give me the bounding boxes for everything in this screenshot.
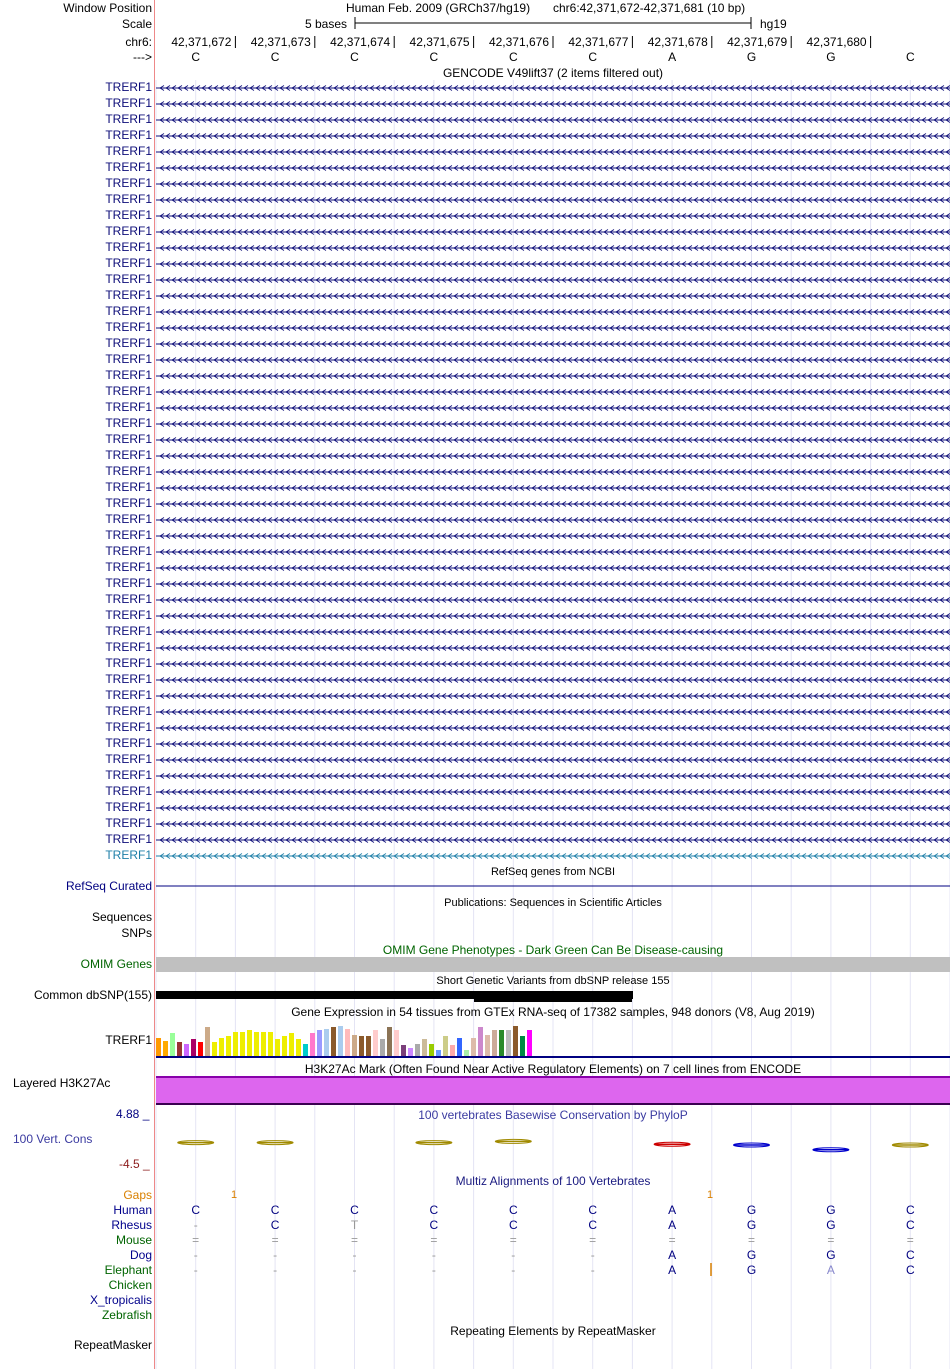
refseq-track-title: RefSeq genes from NCBI xyxy=(490,866,616,878)
h3k27ac-track-title: H3K27Ac Mark (Often Found Near Active Regulatory Elements) on 7 cell lines from ENCODE xyxy=(304,1062,802,1076)
gtex-tissue-bar xyxy=(219,1038,224,1056)
gencode-gene-label[interactable]: TRERF1 xyxy=(105,736,152,750)
dbsnp-label[interactable]: Common dbSNP(155) xyxy=(33,988,152,1002)
strand-label[interactable]: ---> xyxy=(133,50,152,64)
gencode-gene-label[interactable]: TRERF1 xyxy=(105,592,152,606)
alignment-base: A xyxy=(668,1203,677,1217)
ruler-base: G xyxy=(826,50,836,64)
gaps-label: Gaps xyxy=(123,1188,152,1202)
gencode-gene-label[interactable]: TRERF1 xyxy=(105,496,152,510)
alignment-base: C xyxy=(429,1218,439,1232)
gtex-tissue-bar xyxy=(443,1036,448,1056)
multiz-track-title: Multiz Alignments of 100 Vertebrates xyxy=(455,1174,651,1188)
gtex-tissue-bar xyxy=(415,1044,420,1056)
cons-label[interactable]: 100 Vert. Cons xyxy=(13,1132,93,1146)
gtex-tissue-bar xyxy=(275,1039,280,1056)
gencode-gene-label[interactable]: TRERF1 xyxy=(105,608,152,622)
gencode-gene-label[interactable]: TRERF1 xyxy=(105,512,152,526)
h3k27ac-label[interactable]: Layered H3K27Ac xyxy=(13,1076,111,1090)
refseq-label[interactable]: RefSeq Curated xyxy=(65,879,152,893)
dbsnp-variant-bar xyxy=(474,999,632,1002)
omim-track-title: OMIM Gene Phenotypes - Dark Green Can Be Disease-causing xyxy=(382,943,724,957)
alignment-base: - xyxy=(193,1218,198,1232)
ruler-base: C xyxy=(429,50,439,64)
gtex-tissue-bar xyxy=(177,1042,182,1056)
gtex-label[interactable]: TRERF1 xyxy=(105,1033,152,1047)
repeatmasker-label[interactable]: RepeatMasker xyxy=(73,1338,152,1352)
alignment-base: = xyxy=(906,1233,914,1247)
gencode-gene-label[interactable]: TRERF1 xyxy=(105,112,152,126)
gtex-tissue-bar xyxy=(527,1030,532,1056)
alignment-base: = xyxy=(430,1233,438,1247)
alignment-base: - xyxy=(590,1263,595,1277)
gtex-tissue-bar xyxy=(464,1050,469,1056)
scale-label: Scale xyxy=(121,17,152,31)
alignment-base: G xyxy=(826,1248,836,1262)
gtex-tissue-bar xyxy=(331,1027,336,1056)
gtex-tissue-bar xyxy=(485,1035,490,1056)
species-label[interactable]: Human xyxy=(113,1203,152,1217)
gtex-tissue-bar xyxy=(345,1029,350,1056)
gap-mark: 1 xyxy=(231,1189,238,1201)
gtex-tissue-bar xyxy=(478,1027,483,1056)
gencode-gene-label[interactable]: TRERF1 xyxy=(105,464,152,478)
omim-bar xyxy=(156,957,950,972)
gtex-track-title: Gene Expression in 54 tissues from GTEx RNA-seq of 17382 samples, 948 donors (V8, Aug 2019) xyxy=(291,1005,815,1019)
gencode-gene-label[interactable]: TRERF1 xyxy=(105,672,152,686)
gtex-tissue-bar xyxy=(359,1036,364,1056)
alignment-base: = xyxy=(192,1233,200,1247)
alignment-base: C xyxy=(508,1203,518,1217)
gencode-gene-label[interactable]: TRERF1 xyxy=(105,480,152,494)
alignment-base: A xyxy=(668,1218,677,1232)
species-label[interactable]: Mouse xyxy=(115,1233,152,1247)
gtex-tissue-bar xyxy=(457,1038,462,1056)
gtex-tissue-bar xyxy=(429,1044,434,1056)
ruler-position: 42,371,680 xyxy=(806,35,867,49)
gencode-gene-label[interactable]: TRERF1 xyxy=(105,400,152,414)
dbsnp-variant-bar xyxy=(156,991,633,999)
gtex-tissue-bar xyxy=(170,1033,175,1056)
db-name: hg19 xyxy=(760,17,787,31)
gtex-tissue-bar xyxy=(394,1030,399,1056)
gencode-gene-label[interactable]: TRERF1 xyxy=(105,704,152,718)
alignment-base: G xyxy=(826,1203,836,1217)
alignment-base: C xyxy=(905,1203,915,1217)
snps-label[interactable]: SNPs xyxy=(121,926,152,940)
gtex-tissue-bar xyxy=(352,1035,357,1056)
alignment-base: C xyxy=(508,1218,518,1232)
alignment-base: C xyxy=(350,1203,359,1217)
omim-label[interactable]: OMIM Genes xyxy=(80,957,152,971)
gencode-gene-label[interactable]: TRERF1 xyxy=(105,128,152,142)
alignment-base: G xyxy=(746,1248,757,1262)
alignment-base: C xyxy=(905,1263,915,1277)
species-label[interactable]: Rhesus xyxy=(111,1218,152,1232)
alignment-base: = xyxy=(589,1233,597,1247)
ruler-base: C xyxy=(588,50,598,64)
gtex-tissue-bar xyxy=(450,1045,455,1056)
ruler-base: C xyxy=(191,50,201,64)
gencode-gene-label[interactable]: TRERF1 xyxy=(105,352,152,366)
gencode-gene-label[interactable]: TRERF1 xyxy=(105,624,152,638)
gencode-track-title: GENCODE V49lift37 (2 items filtered out) xyxy=(442,66,664,80)
gtex-tissue-bar xyxy=(289,1033,294,1056)
gencode-gene-label[interactable]: TRERF1 xyxy=(105,336,152,350)
gencode-gene-label[interactable]: TRERF1 xyxy=(105,544,152,558)
gtex-tissue-bar xyxy=(233,1032,238,1056)
gtex-tissue-bar xyxy=(212,1042,217,1056)
gtex-tissue-bar xyxy=(401,1045,406,1056)
alignment-base: C xyxy=(588,1203,598,1217)
alignment-base: - xyxy=(193,1263,198,1277)
gtex-tissue-bar xyxy=(191,1039,196,1056)
dbsnp-track-title: Short Genetic Variants from dbSNP release 155 xyxy=(436,975,670,987)
ruler-base: A xyxy=(668,50,677,64)
gtex-tissue-bar xyxy=(373,1030,378,1056)
alignment-base: - xyxy=(511,1263,516,1277)
gencode-gene-label[interactable]: TRERF1 xyxy=(105,720,152,734)
assembly-name: Human Feb. 2009 (GRCh37/hg19) xyxy=(346,1,531,15)
gtex-tissue-bar xyxy=(317,1030,322,1056)
gencode-gene-label[interactable]: TRERF1 xyxy=(105,816,152,830)
h3k27ac-signal xyxy=(156,1077,950,1104)
gencode-gene-label[interactable]: TRERF1 xyxy=(105,528,152,542)
ruler-base: C xyxy=(350,50,359,64)
gencode-gene-label[interactable]: TRERF1 xyxy=(105,576,152,590)
alignment-base: - xyxy=(511,1248,516,1262)
alignment-base: = xyxy=(271,1233,279,1247)
ruler-position: 42,371,673 xyxy=(250,35,311,49)
gencode-gene-label[interactable]: TRERF1 xyxy=(105,832,152,846)
ruler-position: 42,371,676 xyxy=(488,35,549,49)
alignment-base: C xyxy=(429,1203,439,1217)
alignment-base: - xyxy=(352,1263,357,1277)
gencode-gene-label[interactable]: TRERF1 xyxy=(105,848,152,862)
alignment-base: G xyxy=(746,1263,757,1277)
gtex-tissue-bar xyxy=(506,1030,511,1056)
gencode-gene-label[interactable]: TRERF1 xyxy=(105,768,152,782)
alignment-base: C xyxy=(270,1218,280,1232)
gencode-gene-label[interactable]: TRERF1 xyxy=(105,416,152,430)
gtex-tissue-bar xyxy=(422,1039,427,1056)
gtex-tissue-bar xyxy=(240,1032,245,1056)
species-label[interactable]: Zebrafish xyxy=(101,1308,152,1322)
gencode-gene-label[interactable]: TRERF1 xyxy=(105,752,152,766)
gtex-tissue-bar xyxy=(254,1032,259,1056)
ruler-base: G xyxy=(746,50,757,64)
alignment-base: C xyxy=(905,1218,915,1232)
gtex-tissue-bar xyxy=(471,1038,476,1056)
gtex-tissue-bar xyxy=(282,1036,287,1056)
alignment-base: - xyxy=(193,1248,198,1262)
gtex-tissue-bar xyxy=(366,1036,371,1056)
gencode-gene-label[interactable]: TRERF1 xyxy=(105,448,152,462)
gencode-gene-label[interactable]: TRERF1 xyxy=(105,160,152,174)
alignment-base: A xyxy=(826,1263,835,1277)
species-label[interactable]: Elephant xyxy=(104,1263,152,1277)
alignment-base: G xyxy=(826,1218,836,1232)
gencode-gene-label[interactable]: TRERF1 xyxy=(105,256,152,270)
alignment-base: G xyxy=(746,1218,757,1232)
gtex-tissue-bar xyxy=(303,1044,308,1056)
gencode-gene-label[interactable]: TRERF1 xyxy=(105,384,152,398)
publications-label[interactable]: Sequences xyxy=(91,910,152,924)
gencode-gene-label[interactable]: TRERF1 xyxy=(105,688,152,702)
alignment-base: - xyxy=(590,1248,595,1262)
gtex-tissue-bar xyxy=(338,1026,343,1056)
species-label[interactable]: Chicken xyxy=(108,1278,152,1292)
alignment-base: - xyxy=(273,1263,278,1277)
alignment-base: = xyxy=(509,1233,517,1247)
gencode-gene-label[interactable]: TRERF1 xyxy=(105,368,152,382)
gencode-gene-label[interactable]: TRERF1 xyxy=(105,224,152,238)
alignment-base: C xyxy=(270,1203,280,1217)
gtex-tissue-bar xyxy=(436,1050,441,1056)
alignment-base: T xyxy=(350,1218,359,1232)
alignment-base: = xyxy=(747,1233,755,1247)
gtex-tissue-bar xyxy=(156,1038,161,1056)
gencode-gene-label[interactable]: TRERF1 xyxy=(105,800,152,814)
alignment-base: = xyxy=(668,1233,676,1247)
gencode-gene-label[interactable]: TRERF1 xyxy=(105,304,152,318)
gtex-tissue-bar xyxy=(520,1036,525,1056)
gencode-gene-label[interactable]: TRERF1 xyxy=(105,144,152,158)
chrom-label: chr6: xyxy=(125,35,152,49)
gtex-tissue-bar xyxy=(499,1030,504,1056)
cons-ymin: -4.5 _ xyxy=(119,1157,150,1171)
gtex-tissue-bar xyxy=(247,1030,252,1056)
gtex-tissue-bar xyxy=(226,1036,231,1056)
ruler-base: C xyxy=(508,50,518,64)
repeatmasker-track-title: Repeating Elements by RepeatMasker xyxy=(450,1324,656,1338)
ruler-position: 42,371,679 xyxy=(727,35,788,49)
alignment-base: G xyxy=(746,1203,757,1217)
gencode-gene-label[interactable]: TRERF1 xyxy=(105,96,152,110)
gtex-tissue-bar xyxy=(380,1039,385,1056)
gencode-gene-label[interactable]: TRERF1 xyxy=(105,272,152,286)
gencode-gene-label[interactable]: TRERF1 xyxy=(105,240,152,254)
alignment-base: = xyxy=(827,1233,835,1247)
ruler-position: 42,371,678 xyxy=(647,35,708,49)
alignment-base: A xyxy=(668,1263,677,1277)
cons-track-title: 100 vertebrates Basewise Conservation by PhyloP xyxy=(418,1108,688,1122)
gtex-tissue-bar xyxy=(184,1044,189,1056)
alignment-base: - xyxy=(431,1263,436,1277)
alignment-base: = xyxy=(350,1233,358,1247)
alignment-base: C xyxy=(588,1218,598,1232)
gtex-tissue-bar xyxy=(268,1032,273,1056)
alignment-base: C xyxy=(905,1248,915,1262)
ruler-position: 42,371,674 xyxy=(330,35,391,49)
gencode-gene-label[interactable]: TRERF1 xyxy=(105,784,152,798)
alignment-base: - xyxy=(273,1248,278,1262)
gencode-gene-label[interactable]: TRERF1 xyxy=(105,656,152,670)
gencode-gene-label[interactable]: TRERF1 xyxy=(105,208,152,222)
publications-track-title: Publications: Sequences in Scientific Articles xyxy=(444,897,662,909)
gtex-tissue-bar xyxy=(296,1039,301,1056)
gencode-gene-label[interactable]: TRERF1 xyxy=(105,288,152,302)
region-position[interactable]: chr6:42,371,672-42,371,681 (10 bp) xyxy=(553,1,746,15)
gtex-tissue-bar xyxy=(205,1027,210,1056)
species-label[interactable]: X_tropicalis xyxy=(89,1293,152,1307)
alignment-base: A xyxy=(668,1248,677,1262)
cons-ymax: 4.88 _ xyxy=(116,1107,150,1121)
gtex-tissue-bar xyxy=(310,1033,315,1056)
gtex-tissue-bar xyxy=(163,1041,168,1056)
alignment-base: C xyxy=(191,1203,201,1217)
gtex-tissue-bar xyxy=(198,1042,203,1056)
gtex-tissue-bar xyxy=(513,1026,518,1056)
scale-text: 5 bases xyxy=(305,17,348,31)
gencode-gene-label[interactable]: TRERF1 xyxy=(105,560,152,574)
alignment-base: - xyxy=(431,1248,436,1262)
ruler-position: 42,371,672 xyxy=(171,35,232,49)
gencode-gene-label[interactable]: TRERF1 xyxy=(105,320,152,334)
ruler-base: C xyxy=(905,50,915,64)
gtex-tissue-bar xyxy=(492,1030,497,1056)
ruler-position: 42,371,675 xyxy=(409,35,470,49)
gencode-gene-label[interactable]: TRERF1 xyxy=(105,640,152,654)
gencode-gene-label[interactable]: TRERF1 xyxy=(105,176,152,190)
alignment-base: - xyxy=(352,1248,357,1262)
gencode-gene-label[interactable]: TRERF1 xyxy=(105,192,152,206)
window-position-label: Window Position xyxy=(63,1,152,15)
gtex-tissue-bar xyxy=(387,1027,392,1056)
species-label[interactable]: Dog xyxy=(129,1248,152,1262)
ruler-position: 42,371,677 xyxy=(568,35,629,49)
ruler-base: C xyxy=(270,50,280,64)
gtex-tissue-bar xyxy=(261,1032,266,1056)
gtex-tissue-bar xyxy=(324,1029,329,1056)
gap-mark: 1 xyxy=(707,1189,714,1201)
gtex-tissue-bar xyxy=(408,1048,413,1056)
gencode-gene-label[interactable]: TRERF1 xyxy=(105,432,152,446)
gencode-gene-label[interactable]: TRERF1 xyxy=(105,80,152,94)
